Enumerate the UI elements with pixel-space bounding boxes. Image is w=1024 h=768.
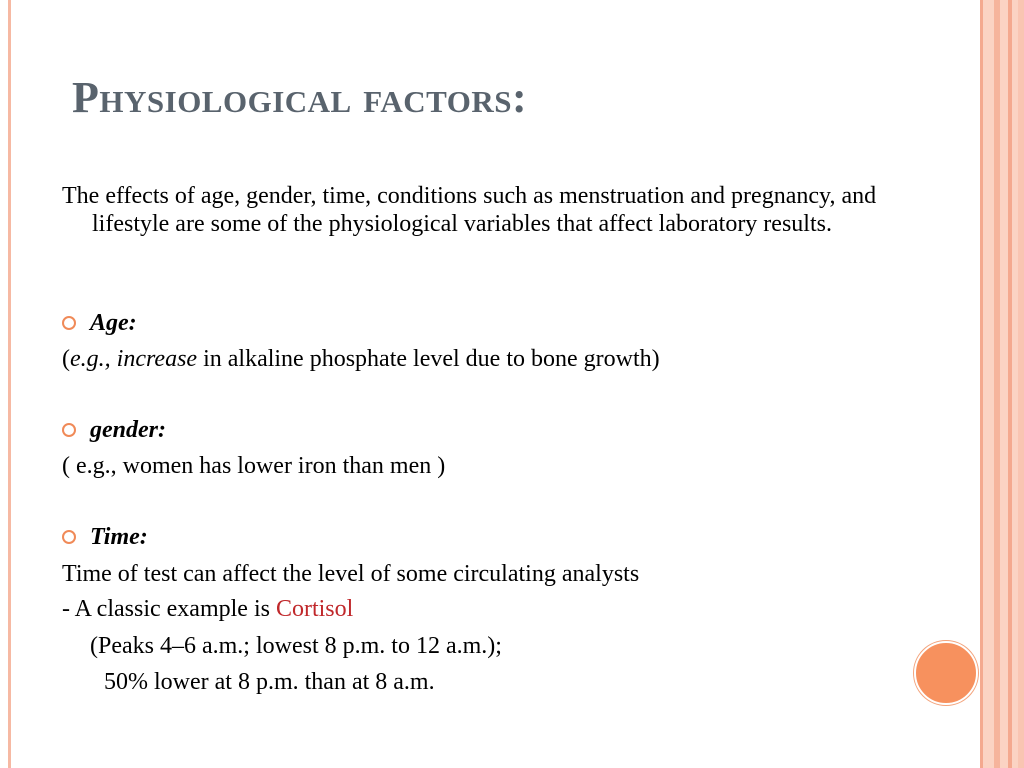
age-example-rest: in alkaline phosphate level due to bone growth) <box>197 346 660 372</box>
age-example-open: ( <box>62 346 70 372</box>
age-bullet-row <box>62 309 137 337</box>
cortisol-highlight: Cortisol <box>275 596 354 622</box>
bullet-icon <box>62 316 76 330</box>
right-stripes-decoration <box>980 0 1024 768</box>
title-first-letter: P <box>72 73 100 122</box>
time-bullet-row <box>62 523 148 551</box>
bullet-icon <box>62 530 76 544</box>
time-line-3: (Peaks 4–6 a.m.; lowest 8 p.m. to 12 a.m.); <box>90 633 502 659</box>
gender-example: ( e.g., women has lower iron than men ) <box>62 453 446 479</box>
time-line-2 <box>62 595 353 623</box>
intro-paragraph: The effects of age, gender, time, conditions such as menstruation and pregnancy, and lifestyle are some of the physiological variables that affect laboratory results. <box>62 183 877 237</box>
age-label: Age: <box>90 310 137 336</box>
time-line-4: 50% lower at 8 p.m. than at 8 a.m. <box>104 669 435 695</box>
time-label: Time: <box>90 524 148 550</box>
time-line-1: Time of test can affect the level of some circulating analysts <box>62 561 640 587</box>
page-title <box>72 72 527 123</box>
age-example <box>62 345 660 373</box>
left-border-decoration <box>8 0 11 768</box>
orange-circle-decoration <box>914 641 978 705</box>
bullet-icon <box>62 423 76 437</box>
gender-bullet-row <box>62 416 166 444</box>
title-rest: hysiological factors: <box>99 73 528 122</box>
time-line-2-prefix: - A classic example is <box>62 596 276 622</box>
gender-label: gender: <box>90 417 166 443</box>
age-example-eg: e.g., increase <box>70 346 198 372</box>
